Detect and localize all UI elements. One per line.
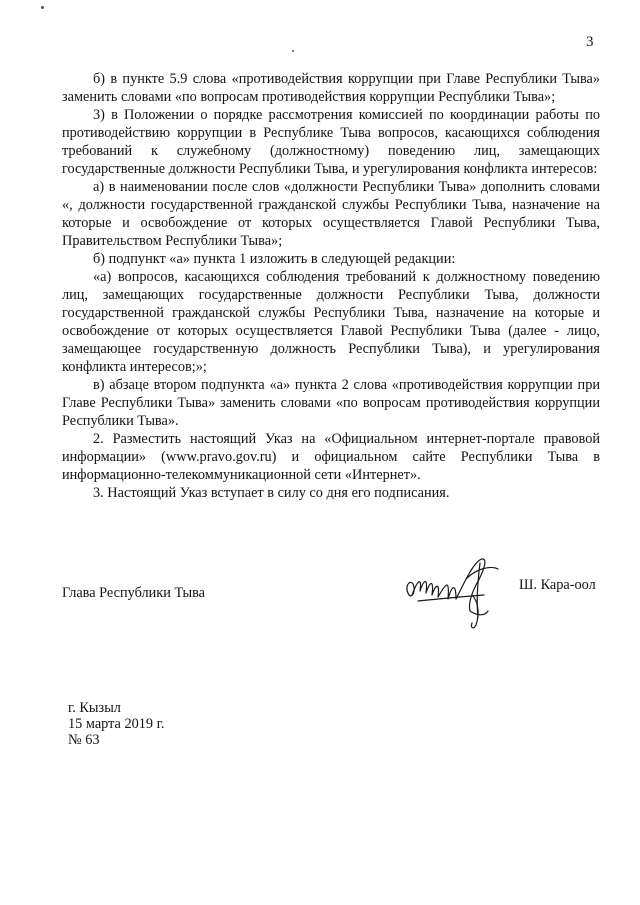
- paragraph-subitem-b-intro: б) подпункт «а» пункта 1 изложить в следующей редакции:: [93, 251, 456, 267]
- decree-number: № 63: [68, 732, 100, 748]
- paragraph-item-3-regulation: 3) в Положении о порядке рассмотрения комиссией по координации работы по противодействию коррупции в Республике Тыва вопросов, касающихся соблюдения требований к служебному (должностному) поведению лиц, замещающих государственные должности Республики Тыва, и урегулирования конфликта интересов:: [62, 107, 600, 177]
- decree-body: [62, 70, 600, 502]
- decree-date: 15 марта 2019 г.: [68, 716, 165, 732]
- signer-position: Глава Республики Тыва: [62, 585, 205, 601]
- decree-city: г. Кызыл: [68, 700, 121, 716]
- paragraph-item-2-publish: 2. Разместить настоящий Указ на «Официальном интернет-портале правовой информации» (www.pravo.gov.ru) и официальном сайте Республики Тыва в информационно-телекоммуникационной сети «Интернет».: [62, 431, 600, 483]
- handwritten-signature: [398, 555, 503, 633]
- paragraph-subitem-v: в) абзаце втором подпункта «а» пункта 2 слова «противодействия коррупции при Главе Республики Тыва» заменить словами «по вопросам противодействия коррупции Республики Тыва».: [62, 377, 600, 429]
- scan-speck: [292, 50, 294, 52]
- page-number: 3: [586, 34, 594, 50]
- paragraph-subitem-a-new-text: «а) вопросов, касающихся соблюдения требований к должностному поведению лиц, замещающих государственные должности Республики Тыва, должности государственной гражданской службы Республики Тыва, назначение на которые и освобождение от которых осуществляется Главой Республики Тыва (далее - лицо, замещающее государственную должность Республики Тыва), и урегулирования конфликта интересов;»;: [62, 269, 600, 375]
- decree-meta: [68, 700, 164, 748]
- signer-name: Ш. Кара-оол: [519, 577, 596, 593]
- paragraph-item-3-effect: 3. Настоящий Указ вступает в силу со дня его подписания.: [93, 485, 450, 501]
- paragraph-item-b-5-9: б) в пункте 5.9 слова «противодействия коррупции при Главе Республики Тыва» заменить словами «по вопросам противодействия коррупции Республики Тыва»;: [62, 71, 600, 105]
- signature-block: [0, 555, 640, 635]
- paragraph-subitem-a-title: а) в наименовании после слов «должности Республики Тыва» дополнить словами «, должности государственной гражданской службы Республики Тыва, назначение на которые и освобождение от которых осуществляется Главой Республики Тыва, Правительством Республики Тыва»;: [62, 179, 600, 249]
- scan-speck: [41, 6, 44, 9]
